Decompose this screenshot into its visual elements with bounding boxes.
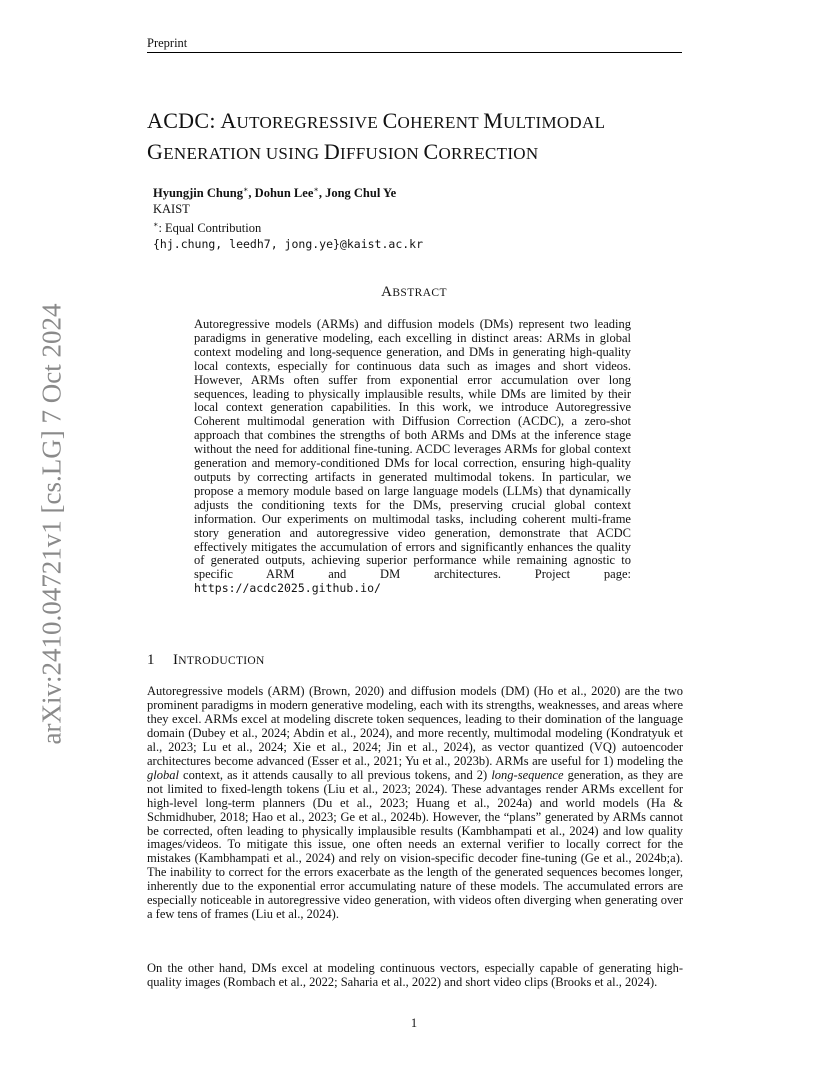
intro-paragraph-2: On the other hand, DMs excel at modeling continuous vectors, especially capable of generating high-quality images (Rombach et al., 2022; Saharia et al., 2022) and short video clips (Brooks et al., 2024).	[147, 961, 683, 989]
project-page-link[interactable]: https://acdc2025.github.io/	[194, 581, 381, 596]
affiliation: KAIST	[153, 202, 190, 217]
running-header: Preprint	[147, 36, 188, 50]
author-name: Jong Chul Ye	[325, 186, 397, 201]
page-number: 1	[410, 1016, 418, 1030]
author-name: Hyungjin Chung	[153, 186, 243, 201]
author-block	[153, 182, 423, 252]
section-heading-introduction: 1 INTRODUCTION	[147, 652, 265, 668]
title-word: COHERENT	[382, 108, 484, 133]
paper-title	[147, 106, 707, 168]
title-word: MULTIMODAL	[483, 108, 606, 133]
title-word: GENERATION USING	[147, 139, 324, 164]
intro-paragraph-1: Autoregressive models (ARM) (Brown, 2020) and diffusion models (DM) (Ho et al., 2020) are the two prominent paradigms in modern generative modeling, each with its strengths, weaknesses, and areas where they excel. ARMs excel at modeling discrete token sequences, leading to their domination of the language domain (Dubey et al., 2024; Abdin et al., 2024), and more recently, multimodal modeling (Kondratyuk et al., 2023; Lu et al., 2024; Xie et al., 2024; Jin et al., 2024), as vector quantized (VQ) autoencoder architectures become advanced (Esser et al., 2021; Yu et al., 2023b). ARMs are useful for 1) modeling the global context, as it attends causally to all previous tokens, and 2) long-sequence generation, as they are not limited to fixed-length tokens (Liu et al., 2023; 2024). These advantages render ARMs excellent for high-level long-term planners (Du et al., 2023; Huang et al., 2024a) and world models (Ha & Schmidhuber, 2018; Hao et al., 2023; Ge et al., 2024b). However, the “plans” generated by ARMs cannot be corrected, often leading to physically implausible results (Kambhampati et al., 2024) and low quality images/videos. To mitigate this issue, one often needs an external verifier to locally correct for the mistakes (Kambhampati et al., 2024) and rely on vision-specific decoder fine-tuning (Ge et al., 2024b;a). The inability to correct for the errors exacerbate as the length of the generated sequences becomes longer, inherently due to the exponential error accumulating nature of these models. The accumulated errors are especially noticeable in autoregressive video generation, with videos often diverging when generating over a few tens of frames (Liu et al., 2024).	[147, 684, 683, 922]
title-word: DIFFUSION	[323, 139, 424, 164]
title-word: ACDC: AUTOREGRESSIVE	[147, 108, 383, 133]
title-word: CORRECTION	[423, 139, 539, 164]
author-names: Hyungjin Chung∗, Dohun Lee∗, Jong Chul Ye	[153, 185, 397, 201]
arxiv-stamp-text: arXiv:2410.04721v1 [cs.LG] 7 Oct 2024	[36, 303, 67, 745]
title-line-1	[147, 106, 707, 137]
author-name: Dohun Lee	[254, 186, 314, 201]
abstract-heading: ABSTRACT	[381, 284, 447, 300]
equal-contribution-note: ∗: Equal Contribution	[153, 220, 262, 236]
author-emails: {hj.chung, leedh7, jong.ye}@kaist.ac.kr	[153, 237, 424, 252]
abstract-text: Autoregressive models (ARMs) and diffusion models (DMs) represent two leading paradigms in generative modeling, each excelling in distinct areas: ARMs in global context modeling and long-sequence generation, and DMs in generating high-quality local contexts, especially for continuous data such as images and short videos. However, ARMs often suffer from exponential error accumulation over long sequences, leading to physically implausible results, while DMs are limited by their local context generation capabilities. In this work, we introduce Autoregressive Coherent multimodal generation with Diffusion Correction (ACDC), a zero-shot approach that combines the strengths of both ARMs and DMs at the inference stage without the need for additional fine-tuning. ACDC leverages ARMs for global context generation and memory-conditioned DMs for local correction, ensuring high-quality outputs by correcting artifacts in generated multimodal tokens. In particular, we propose a memory module based on large language models (LLMs) that dynamically adjusts the conditioning texts for the DMs, preserving crucial global context information. Our experiments on multimodal tasks, including coherent multi-frame story generation and autoregressive video generation, demonstrate that ACDC effectively mitigates the accumulation of errors and significantly enhances the quality of generated outputs, achieving superior performance while remaining agnostic to specific ARM and DM architectures. Project page: https://acdc2025.github.io/	[194, 317, 631, 596]
title-line-2	[147, 137, 707, 168]
header-rule	[147, 52, 682, 53]
